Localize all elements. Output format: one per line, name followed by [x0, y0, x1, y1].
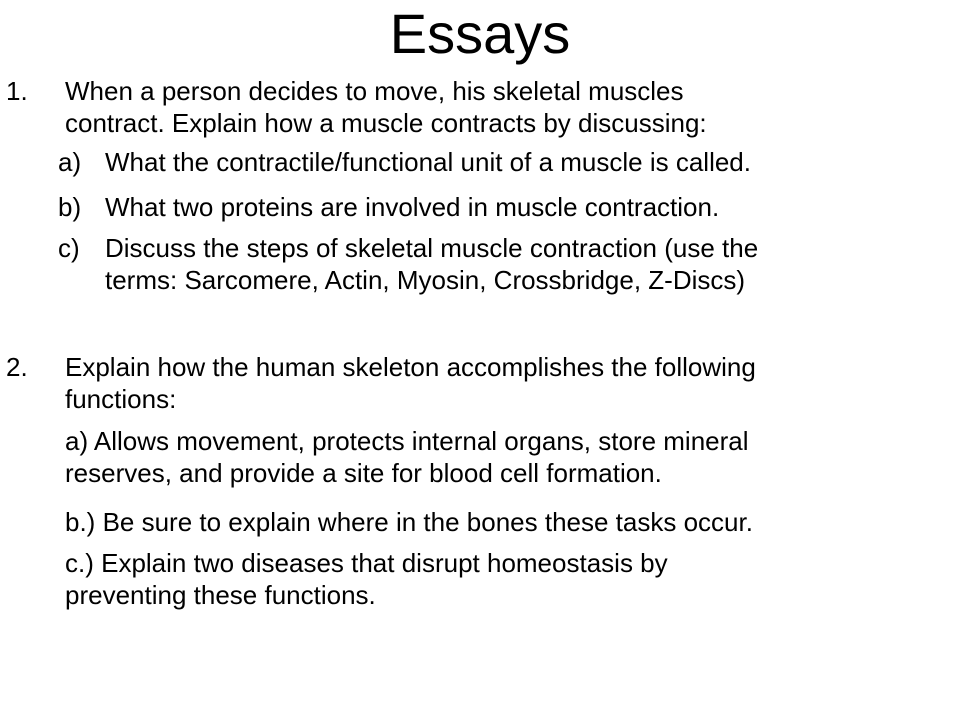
question-2-part-c-line: c.) Explain two diseases that disrupt homeostasis by — [65, 548, 668, 578]
question-2-line: functions: — [65, 384, 177, 414]
part-a-line: What the contractile/functional unit of a muscle is called. — [105, 147, 751, 177]
part-c-line: terms: Sarcomere, Actin, Myosin, Crossbridge, Z-Discs) — [105, 265, 746, 295]
question-1-text — [65, 75, 707, 139]
part-a-text — [105, 146, 751, 178]
question-2-part-a — [65, 425, 749, 489]
part-c-text — [105, 232, 758, 296]
part-c-line: Discuss the steps of skeletal muscle contraction (use the — [105, 233, 759, 263]
question-2-part-b — [65, 506, 753, 538]
question-1-line: contract. Explain how a muscle contracts by discussing: — [65, 108, 707, 138]
question-1-line: When a person decides to move, his skeletal muscles — [65, 76, 684, 106]
question-2-number: 2. — [6, 352, 28, 382]
question-2-part-a-line: reserves, and provide a site for blood cell formation. — [65, 458, 662, 488]
part-b-line: What two proteins are involved in muscle contraction. — [105, 192, 720, 222]
question-2-text — [65, 351, 756, 415]
part-b-label: b) — [58, 192, 82, 222]
part-b-text — [105, 191, 719, 223]
slide-title: Essays — [389, 2, 571, 65]
part-a-label: a) — [58, 147, 82, 177]
question-2-part-a-line: a) Allows movement, protects internal organs, store mineral — [65, 426, 749, 456]
question-2-part-b-line: b.) Be sure to explain where in the bones these tasks occur. — [65, 507, 753, 537]
question-2-line: Explain how the human skeleton accomplishes the following — [65, 352, 756, 382]
question-2-part-c — [65, 547, 668, 611]
question-1-number: 1. — [6, 76, 28, 106]
part-c-label: c) — [58, 233, 80, 263]
question-2-part-c-line: preventing these functions. — [65, 580, 376, 610]
